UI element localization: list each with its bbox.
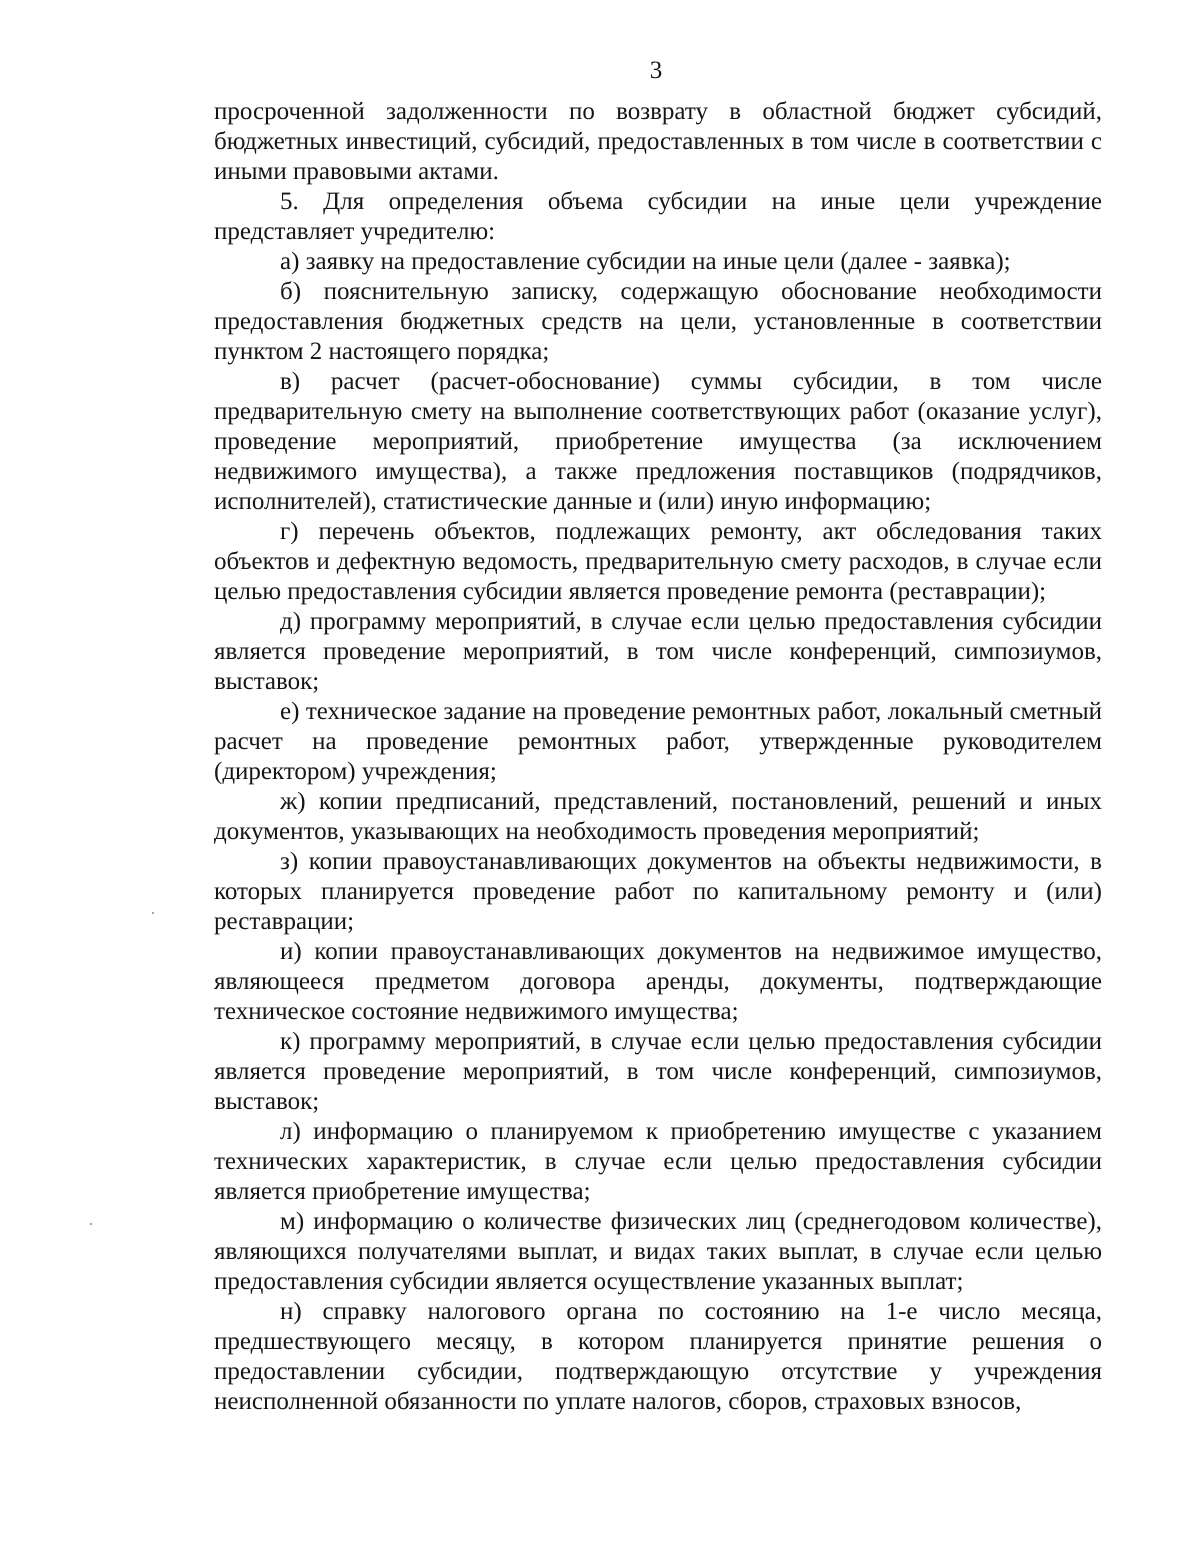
document-body [214,97,1102,1417]
paragraph-subitem-e: е) техническое задание на проведение ремонтных работ, локальный сметный расчет на проведение ремонтных работ, утвержденные руководителем (директором) учреждения; [214,698,1102,785]
paragraph-subitem-d: д) программу мероприятий, в случае если целью предоставления субсидии является проведение мероприятий, в том числе конференций, симпозиумов, выставок; [214,608,1102,695]
paragraph-subitem-a: а) заявку на предоставление субсидии на иные цели (далее - заявка); [280,248,1011,275]
paragraph-subitem-k: к) программу мероприятий, в случае если целью предоставления субсидии является проведение мероприятий, в том числе конференций, симпозиумов, выставок; [214,1028,1102,1115]
scan-speck [90,1223,92,1225]
paragraph-subitem-b: б) пояснительную записку, содержащую обоснование необходимости предоставления бюджетных средств на цели, установленные в соответствии пунктом 2 настоящего порядка; [214,278,1102,365]
page-number: 3 [649,57,663,84]
paragraph-item-5: 5. Для определения объема субсидии на иные цели учреждение представляет учредителю: [214,188,1102,245]
paragraph-subitem-g: г) перечень объектов, подлежащих ремонту, акт обследования таких объектов и дефектную ведомость, предварительную смету расходов, в случае если целью предоставления субсидии является проведение ремонта (реставрации); [214,518,1102,605]
scan-speck [152,912,154,914]
paragraph-subitem-n: н) справку налогового органа по состоянию на 1-е число месяца, предшествующего месяцу, в котором планируется принятие решения о предоставлении субсидии, подтверждающую отсутствие у учреждения неисполненной обязанности по уплате налогов, сборов, страховых взносов, [214,1298,1102,1415]
paragraph-subitem-zh: ж) копии предписаний, представлений, постановлений, решений и иных документов, указывающих на необходимость проведения мероприятий; [214,788,1102,845]
paragraph-subitem-i: и) копии правоустанавливающих документов на недвижимое имущество, являющееся предметом договора аренды, документы, подтверждающие техническое состояние недвижимого имущества; [214,938,1102,1025]
paragraph-continuation: просроченной задолженности по возврату в областной бюджет субсидий, бюджетных инвестиций, субсидий, предоставленных в том числе в соответствии с иными правовыми актами. [214,98,1102,185]
paragraph-subitem-l: л) информацию о планируемом к приобретению имуществе с указанием технических характеристик, в случае если целью предоставления субсидии является приобретение имущества; [214,1118,1102,1205]
paragraph-subitem-v: в) расчет (расчет-обоснование) суммы субсидии, в том числе предварительную смету на выполнение соответствующих работ (оказание услуг), проведение мероприятий, приобретение имущества (за исключением недвижимого имущества), а также предложения поставщиков (подрядчиков, исполнителей), статистические данные и (или) иную информацию; [214,368,1102,515]
paragraph-subitem-m: м) информацию о количестве физических лиц (среднегодовом количестве), являющихся получателями выплат, и видах таких выплат, в случае если целью предоставления субсидии является осуществление указанных выплат; [214,1208,1102,1295]
paragraph-subitem-z: з) копии правоустанавливающих документов на объекты недвижимости, в которых планируется проведение работ по капитальному ремонту и (или) реставрации; [214,848,1102,935]
